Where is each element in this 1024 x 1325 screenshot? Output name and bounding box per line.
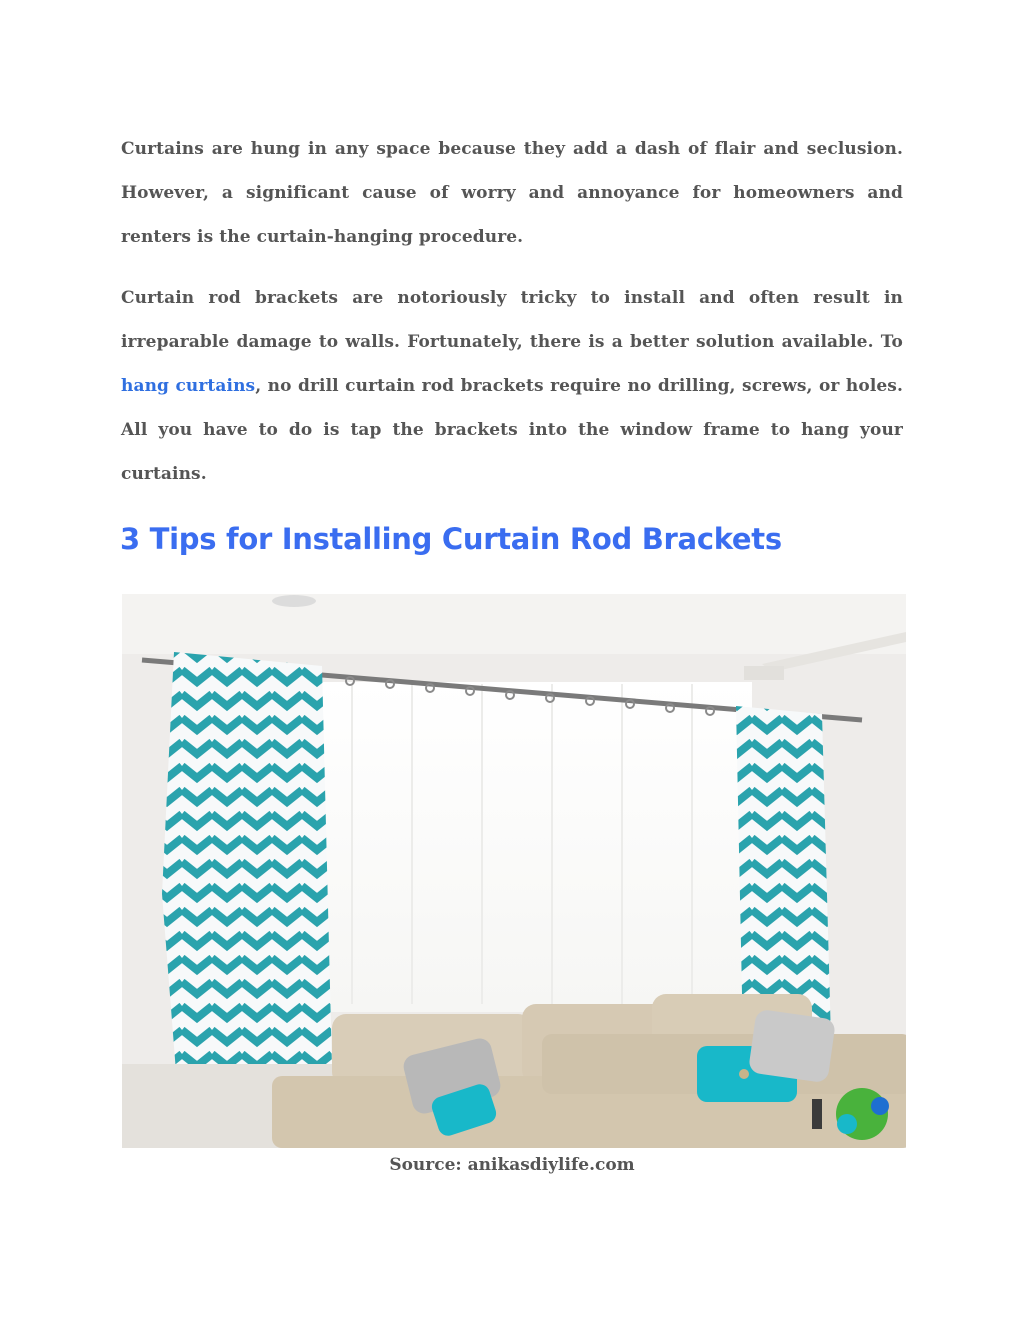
image-caption: Source: anikasdiylife.com bbox=[389, 1155, 635, 1175]
curtains-photo bbox=[122, 594, 906, 1148]
brackets-paragraph bbox=[121, 276, 903, 496]
section-heading: 3 Tips for Installing Curtain Rod Brackets bbox=[120, 522, 782, 556]
brackets-paragraph-text-end: , no drill curtain rod brackets require no drilling, screws, or holes. All you have to do is tap the brackets into the window frame to hang your curtains. bbox=[121, 376, 903, 484]
intro-paragraph: Curtains are hung in any space because they add a dash of flair and seclusion. However, a significant cause of worry and annoyance for homeowners and renters is the curtain-hanging procedure. bbox=[121, 139, 903, 247]
brackets-paragraph-text-start: Curtain rod brackets are notoriously tricky to install and often result in irreparable damage to walls. Fortunately, there is a better solution available. To bbox=[121, 288, 903, 352]
photo-icon bbox=[122, 594, 906, 1148]
hang-curtains-link[interactable]: hang curtains bbox=[121, 376, 256, 396]
